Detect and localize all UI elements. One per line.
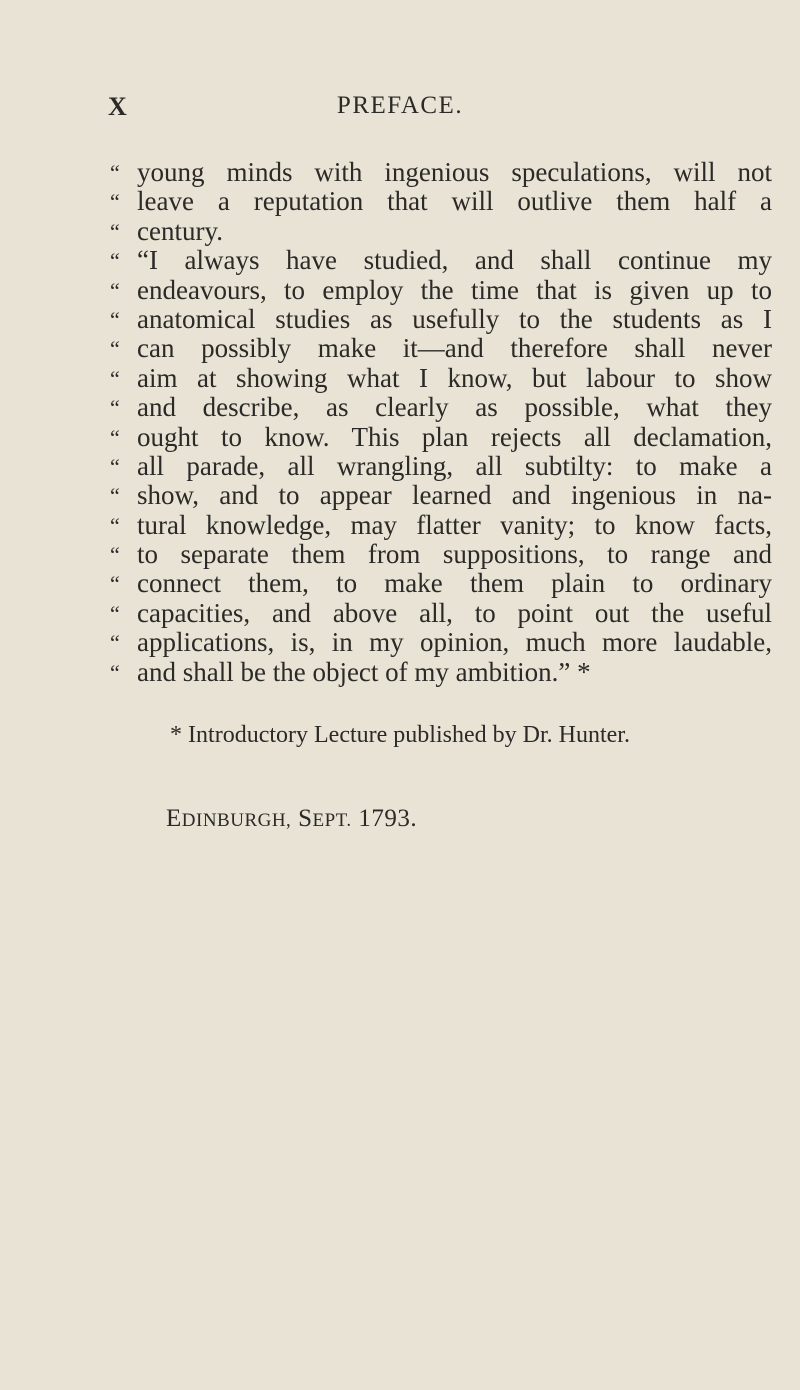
quote-mark: “ [110,542,120,568]
line-text: connect them, to make them plain to ordinary [137,568,772,599]
text-line [110,187,772,216]
quote-mark: “ [110,189,120,215]
text-line [110,452,772,481]
line-text: anatomical studies as usefully to the students as I [137,303,772,334]
line-text: “I always have studied, and shall continue my [137,245,772,276]
line-text: aim at showing what I know, but labour to show [137,362,772,393]
quote-mark: “ [110,571,120,597]
quote-mark: “ [110,453,120,479]
line-text: leave a reputation that will outlive them half a [137,186,772,217]
text-line [110,276,772,305]
year: 1793. [358,805,418,832]
quote-mark: “ [110,512,120,538]
quote-mark: “ [110,218,120,244]
line-text: and describe, as clearly as possible, what they [137,392,772,423]
text-line [110,334,772,363]
text-line [110,628,772,657]
month-rest: EPT. [312,810,352,831]
text-line [110,540,772,569]
text-line [110,569,772,598]
quote-mark: “ [110,248,120,274]
line-text: can possibly make it—and therefore shall never [137,333,772,364]
quote-mark: “ [110,306,120,332]
signature-line [166,805,417,833]
line-text: endeavours, to employ the time that is given up to [137,274,772,305]
place-rest: DINBURGH, [181,810,292,831]
text-line [110,599,772,628]
quote-mark: “ [110,659,120,685]
text-line [110,364,772,393]
line-text: capacities, and above all, to point out the useful [137,597,772,628]
text-line [110,511,772,540]
footnote: * Introductory Lecture published by Dr. Hunter. [170,722,630,748]
text-line [110,481,772,510]
line-text: tural knowledge, may flatter vanity; to know facts, [137,509,772,540]
text-line [110,217,772,246]
page-header [0,92,800,128]
line-text: ought to know. This plan rejects all declamation, [137,421,772,452]
place-initial: E [166,805,182,832]
quote-mark: “ [110,365,120,391]
quote-mark: “ [110,395,120,421]
line-text: show, and to appear learned and ingenious in na- [137,480,772,511]
line-text: all parade, all wrangling, all subtilty: to make a [137,450,772,481]
text-line [110,246,772,275]
month-initial: S [298,805,313,832]
body-text [110,158,772,687]
quote-mark: “ [110,277,120,303]
line-text: young minds with ingenious speculations, will not [137,157,772,187]
line-text: century. [137,215,223,246]
text-line [110,423,772,452]
line-text: to separate them from suppositions, to range and [137,539,772,570]
quote-mark: “ [110,336,120,362]
quote-mark: “ [110,630,120,656]
running-title: PREFACE. [336,92,464,119]
quote-mark: “ [110,600,120,626]
line-text: and shall be the object of my ambition.” * [137,656,591,687]
text-line [110,658,772,687]
page-number: X [108,92,127,121]
text-line [110,393,772,422]
quote-mark: “ [110,424,120,450]
text-line [110,158,772,187]
text-line [110,305,772,334]
quote-mark: “ [110,483,120,509]
line-text: applications, is, in my opinion, much more laudable, [137,627,772,658]
quote-mark: “ [110,160,120,185]
